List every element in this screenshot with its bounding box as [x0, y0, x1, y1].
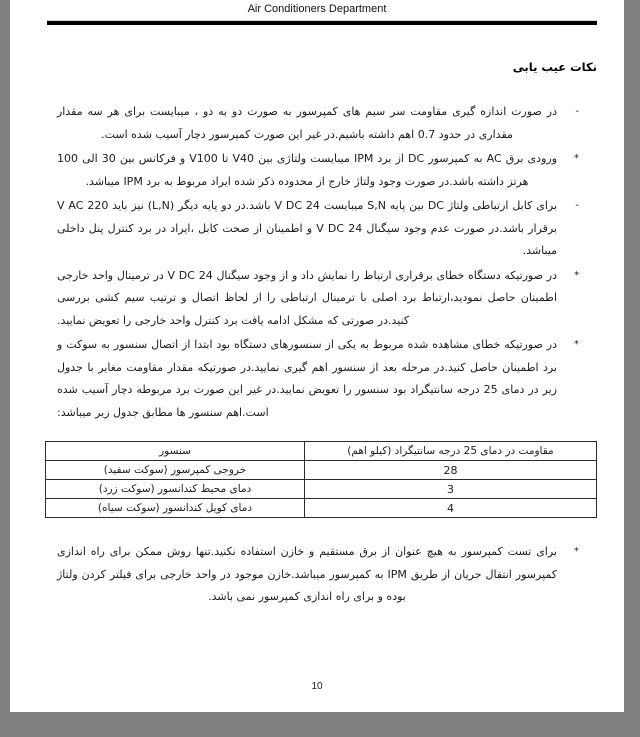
column-header-resistance: مقاومت در دمای 25 درجه سانتیگراد (کیلو اهم) [304, 442, 596, 461]
document-header-title: Air Conditioners Department [247, 3, 387, 15]
bullet-text: در صورت اندازه گیری مقاومت سر سیم های کمپرسور به صورت دو به دو ، میبایست برای هر سه مقدار مقداری در حدود 0.7 اهم داشته باشیم.در غیر این صورت کمپرسور دچار آسیب شده است. [57, 105, 557, 141]
document-page [10, 0, 624, 712]
table-row [46, 499, 597, 518]
bullet-text: برای تست کمپرسور به هیچ عنوان از برق مستقیم و خازن استفاده نکنید.تنها روش ممکن برای راه اندازی کمپرسور انتقال جریان از طریق IPM به کمپرسور میباشد.خازن موجود در واحد خارجی برای فیلتر کردن ولتاژ بوده و برای راه اندازی کمپرسور نمی باشد. [57, 545, 558, 603]
table-row [46, 480, 597, 499]
bullet-marker: * [574, 153, 579, 164]
resistance-value: 28 [304, 461, 596, 480]
bullet-text: برای کابل ارتباطی ولتاژ DC بین پایه S,N میبایست V DC 24 باشد.در دو پایه دیگر (L,N) نیز باید V AC 220 برقرار باشد.در صورت عدم وجود سیگنال 24 V DC و اطمینان از صحت کابل ،ایراد در برد کنترل پنل داخلی میباشد. [57, 199, 558, 257]
bullet-marker: * [574, 339, 579, 350]
troubleshooting-bullet-list [57, 101, 597, 609]
bullet-marker: - [575, 200, 579, 211]
document-body [10, 60, 624, 609]
resistance-value: 4 [304, 499, 596, 518]
bullet-text: ورودی برق AC به کمپرسور DC از برد IPM میبایست ولتاژی بین V40 تا V100 و فرکانس بین 30 الی 100 هرتز داشته باشد.در صورت وجود ولتاژ خارج از محدوده ذکر شده ایراد مربوط به برد IPM میباشد. [57, 152, 558, 188]
bullet-item-resistance-check [57, 101, 597, 146]
table-row [46, 461, 597, 480]
sensor-name: خروجی کمپرسور (سوکت سفید) [46, 461, 305, 480]
table-header-row [46, 442, 597, 461]
bullet-text: در صورتیکه دستگاه خطای برقراری ارتباط را نمایش داد و از وجود سیگنال 24 V DC در ترمینال واحد خارجی اطمینان حاصل نمودید،ارتباط برد اصلی با ترمینال ارتباطی را از لحاظ اتصال و ترتیب سیم کشی بررسی کنید.در صورتی که مشکل ادامه یافت برد کنترل واحد خارجی را تعویض نمایید. [57, 268, 558, 327]
bullet-item-dc-cable [57, 195, 597, 263]
bullet-text: در صورتیکه خطای مشاهده شده مربوط به یکی از سنسورهای دستگاه بود ابتدا از اتصال سنسور به سوکت و برد اطمینان حاصل کنید.در مرحله بعد از سنسور اهم گیری نمایید.در صورتیکه مقدار مقاومت مغایر با جدول زیر در دمای 25 درجه سانتیگراد بود سنسور را تعویض نمایید.در غیر این صورت برد مربوطه دچار آسیب شده است.اهم سنسور ها مطابق جدول زیر میباشد: [57, 338, 557, 419]
column-header-sensor: سنسور [46, 442, 305, 461]
bullet-item-compressor-test [57, 541, 597, 609]
page-number: 10 [311, 681, 323, 692]
bullet-marker: - [575, 106, 579, 117]
resistance-value: 3 [304, 480, 596, 499]
bullet-marker: * [574, 546, 579, 557]
sensor-resistance-table [45, 441, 597, 518]
header-divider-rule [47, 20, 597, 25]
sensor-name: دمای کویل کندانسور (سوکت سیاه) [46, 499, 305, 518]
bullet-item-communication-error [57, 265, 597, 333]
sensor-name: دمای محیط کندانسور (سوکت زرد) [46, 480, 305, 499]
bullet-marker: * [574, 269, 579, 281]
bullet-item-ipm-voltage [57, 148, 597, 193]
section-title: نکات عیب یابی [512, 60, 597, 74]
bullet-item-sensor-error [57, 334, 597, 424]
